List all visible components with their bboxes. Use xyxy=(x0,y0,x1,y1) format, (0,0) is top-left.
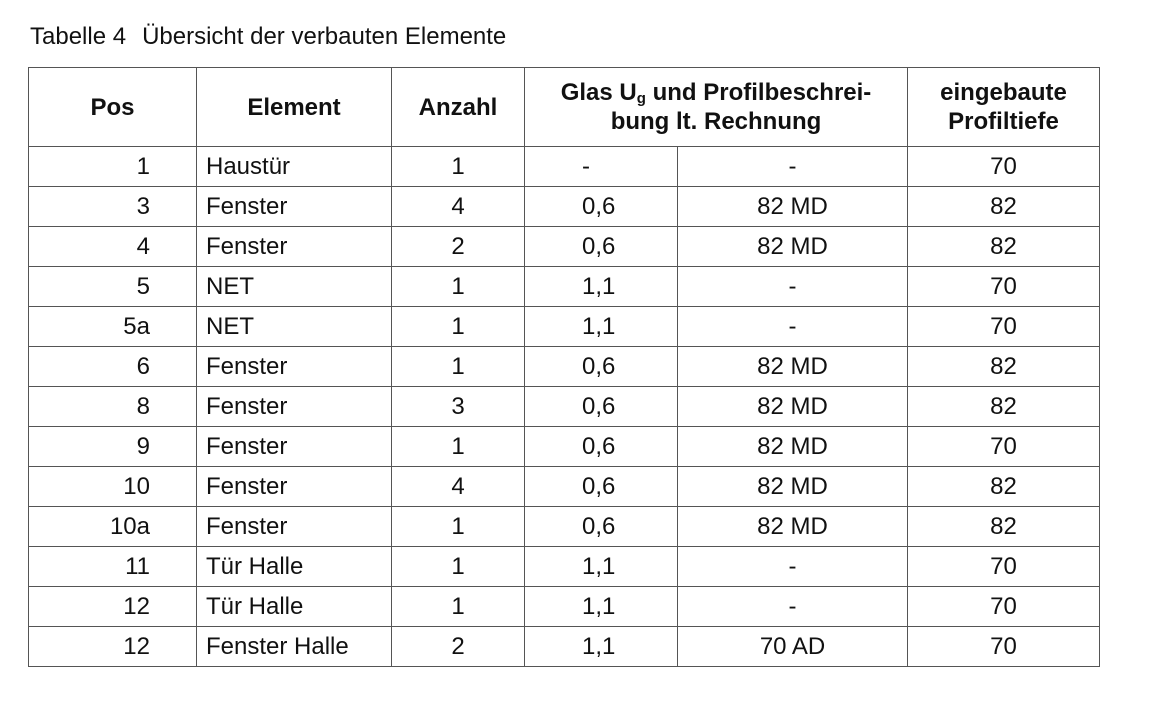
cell-pos: 12 xyxy=(29,627,197,667)
cell-pos: 8 xyxy=(29,387,197,427)
cell-profil: 82 MD xyxy=(678,467,908,507)
cell-anzahl: 1 xyxy=(392,507,525,547)
cell-element: NET xyxy=(197,307,392,347)
cell-anzahl: 2 xyxy=(392,627,525,667)
cell-profiltiefe: 70 xyxy=(908,627,1100,667)
cell-element: Fenster xyxy=(197,387,392,427)
cell-anzahl: 1 xyxy=(392,347,525,387)
cell-profiltiefe: 70 xyxy=(908,427,1100,467)
table-caption xyxy=(30,22,506,52)
table-row xyxy=(29,467,1100,507)
table-row xyxy=(29,147,1100,187)
cell-glas-ug: 1,1 xyxy=(525,547,678,587)
cell-profil: 82 MD xyxy=(678,187,908,227)
cell-profiltiefe: 70 xyxy=(908,147,1100,187)
table-row xyxy=(29,307,1100,347)
table-row xyxy=(29,587,1100,627)
cell-profiltiefe: 82 xyxy=(908,507,1100,547)
cell-anzahl: 3 xyxy=(392,387,525,427)
cell-profil: - xyxy=(678,307,908,347)
cell-anzahl: 1 xyxy=(392,267,525,307)
cell-pos: 10a xyxy=(29,507,197,547)
elements-table xyxy=(28,67,1100,667)
cell-profil: 82 MD xyxy=(678,427,908,467)
table-row xyxy=(29,507,1100,547)
cell-pos: 1 xyxy=(29,147,197,187)
cell-anzahl: 1 xyxy=(392,587,525,627)
cell-anzahl: 1 xyxy=(392,547,525,587)
cell-anzahl: 4 xyxy=(392,187,525,227)
cell-glas-ug: 0,6 xyxy=(525,227,678,267)
cell-profil: - xyxy=(678,547,908,587)
cell-profiltiefe: 82 xyxy=(908,387,1100,427)
cell-profil: 82 MD xyxy=(678,227,908,267)
cell-glas-ug: 1,1 xyxy=(525,627,678,667)
cell-glas-ug: 1,1 xyxy=(525,307,678,347)
table-row xyxy=(29,547,1100,587)
cell-pos: 3 xyxy=(29,187,197,227)
cell-pos: 5 xyxy=(29,267,197,307)
cell-glas-ug: 0,6 xyxy=(525,467,678,507)
cell-element: Fenster xyxy=(197,187,392,227)
table-row xyxy=(29,227,1100,267)
cell-anzahl: 1 xyxy=(392,307,525,347)
cell-glas-ug: 1,1 xyxy=(525,587,678,627)
header-profiltiefe-line2: Profiltiefe xyxy=(948,108,1059,135)
cell-glas-ug: - xyxy=(525,147,678,187)
cell-profil: - xyxy=(678,587,908,627)
table-row xyxy=(29,627,1100,667)
caption-label: Tabelle 4 xyxy=(30,23,127,50)
table-row xyxy=(29,267,1100,307)
cell-profil: - xyxy=(678,267,908,307)
table-body xyxy=(29,147,1100,667)
cell-element: Tür Halle xyxy=(197,547,392,587)
header-anzahl: Anzahl xyxy=(392,68,525,147)
cell-glas-ug: 0,6 xyxy=(525,507,678,547)
cell-anzahl: 1 xyxy=(392,427,525,467)
cell-element: Fenster xyxy=(197,427,392,467)
cell-glas-ug: 0,6 xyxy=(525,187,678,227)
cell-element: NET xyxy=(197,267,392,307)
cell-profil: - xyxy=(678,147,908,187)
cell-pos: 10 xyxy=(29,467,197,507)
cell-profiltiefe: 82 xyxy=(908,347,1100,387)
header-pos: Pos xyxy=(29,68,197,147)
cell-anzahl: 4 xyxy=(392,467,525,507)
cell-pos: 9 xyxy=(29,427,197,467)
cell-anzahl: 1 xyxy=(392,147,525,187)
cell-profiltiefe: 70 xyxy=(908,267,1100,307)
cell-profiltiefe: 82 xyxy=(908,187,1100,227)
header-glas-line1: und Profilbeschrei- xyxy=(645,79,872,106)
cell-element: Fenster xyxy=(197,347,392,387)
table-row xyxy=(29,187,1100,227)
table-header-row xyxy=(29,68,1100,147)
cell-pos: 6 xyxy=(29,347,197,387)
cell-element: Haustür xyxy=(197,147,392,187)
cell-element: Tür Halle xyxy=(197,587,392,627)
cell-profiltiefe: 82 xyxy=(908,467,1100,507)
cell-element: Fenster Halle xyxy=(197,627,392,667)
cell-element: Fenster xyxy=(197,227,392,267)
table-row xyxy=(29,347,1100,387)
header-profiltiefe-line1: eingebaute xyxy=(940,79,1067,106)
header-glas-profil xyxy=(525,68,908,147)
cell-pos: 12 xyxy=(29,587,197,627)
cell-profiltiefe: 70 xyxy=(908,547,1100,587)
cell-glas-ug: 1,1 xyxy=(525,267,678,307)
cell-element: Fenster xyxy=(197,467,392,507)
table-row xyxy=(29,387,1100,427)
cell-profiltiefe: 70 xyxy=(908,587,1100,627)
cell-glas-ug: 0,6 xyxy=(525,387,678,427)
header-element: Element xyxy=(197,68,392,147)
cell-anzahl: 2 xyxy=(392,227,525,267)
cell-profil: 82 MD xyxy=(678,347,908,387)
cell-glas-ug: 0,6 xyxy=(525,347,678,387)
caption-title: Übersicht der verbauten Elemente xyxy=(142,23,507,50)
table-row xyxy=(29,427,1100,467)
cell-profiltiefe: 82 xyxy=(908,227,1100,267)
header-glas-sub: g xyxy=(636,90,646,107)
header-glas-line2: bung lt. Rechnung xyxy=(610,108,822,135)
cell-profiltiefe: 70 xyxy=(908,307,1100,347)
cell-profil: 82 MD xyxy=(678,387,908,427)
cell-element: Fenster xyxy=(197,507,392,547)
cell-pos: 5a xyxy=(29,307,197,347)
cell-pos: 11 xyxy=(29,547,197,587)
header-profiltiefe xyxy=(908,68,1100,147)
header-glas-prefix: Glas U xyxy=(560,79,637,106)
cell-profil: 82 MD xyxy=(678,507,908,547)
cell-glas-ug: 0,6 xyxy=(525,427,678,467)
cell-pos: 4 xyxy=(29,227,197,267)
cell-profil: 70 AD xyxy=(678,627,908,667)
